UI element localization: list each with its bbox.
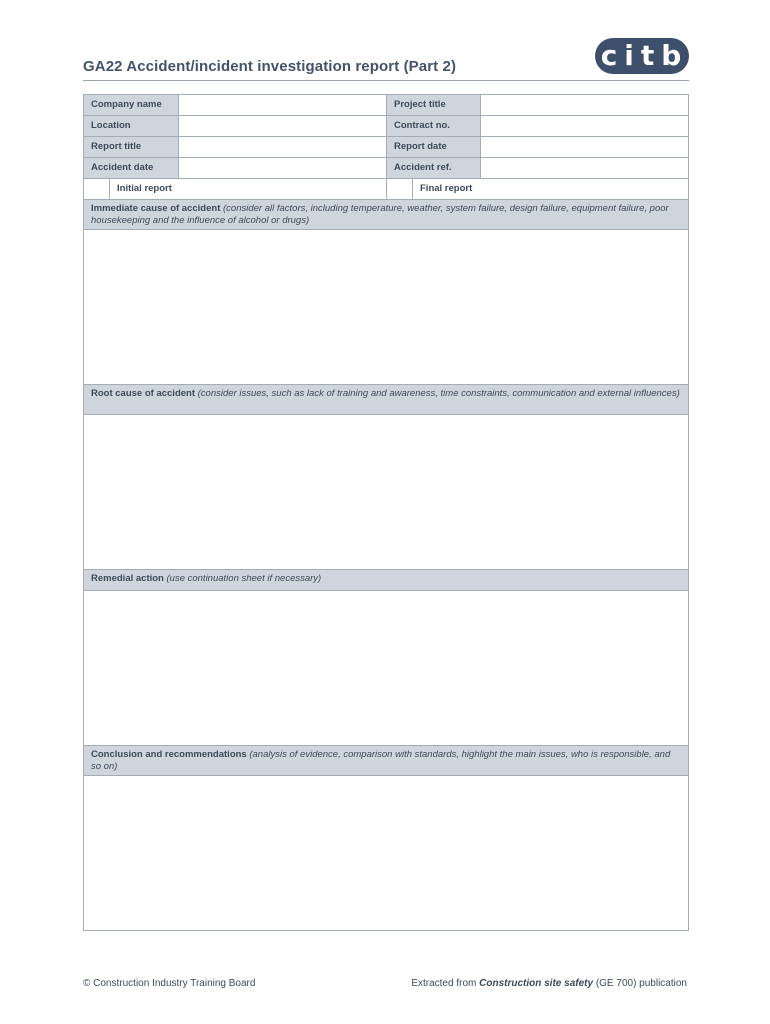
accident-date-field[interactable] [179, 158, 387, 178]
final-report-label: Final report [420, 183, 473, 194]
report-form [83, 94, 689, 931]
footer-publication-name: Construction site safety [479, 978, 594, 989]
remedial-action-hint: (use continuation sheet if necessary) [166, 573, 322, 584]
footer-extracted-suffix: (GE 700) publication [593, 978, 687, 989]
form-row-location [84, 116, 688, 137]
form-row-report-type [84, 179, 688, 200]
citb-logo: citb [595, 38, 689, 74]
root-cause-field[interactable] [84, 415, 688, 569]
footer-copyright: © Construction Industry Training Board [83, 978, 256, 989]
immediate-cause-field[interactable] [84, 230, 688, 384]
contract-no-field[interactable] [481, 116, 688, 136]
footer-extracted-prefix: Extracted from [411, 978, 480, 989]
initial-report-label: Initial report [110, 179, 387, 199]
project-title-field[interactable] [481, 95, 688, 115]
project-title-label: Project title [387, 95, 481, 115]
immediate-cause-hint: (consider all factors, including temperature, weather, system failure, design failure, equipment failure, poor housekeeping and the influence of alcohol or drugs) [91, 203, 669, 226]
report-title-field[interactable] [179, 137, 387, 157]
conclusion-hint: (analysis of evidence, comparison with standards, highlight the main issues, who is responsible, and so on) [91, 749, 671, 772]
title-divider [83, 80, 689, 81]
conclusion-heading: Conclusion and recommendations [91, 749, 247, 760]
immediate-cause-header [84, 199, 688, 230]
remedial-action-header [84, 569, 688, 591]
initial-report-checkbox[interactable] [84, 179, 110, 199]
final-report-checkbox[interactable] [387, 179, 413, 199]
page-title: GA22 Accident/incident investigation report (Part 2) [83, 58, 457, 75]
remedial-action-heading: Remedial action [91, 573, 164, 584]
form-row-report-title [84, 137, 688, 158]
company-name-field[interactable] [179, 95, 387, 115]
conclusion-field[interactable] [84, 776, 688, 930]
report-title-label: Report title [84, 137, 179, 157]
report-date-label: Report date [387, 137, 481, 157]
form-row-accident-date [84, 158, 688, 179]
footer-extracted [411, 978, 687, 989]
location-field[interactable] [179, 116, 387, 136]
root-cause-heading: Root cause of accident [91, 388, 195, 399]
root-cause-header [84, 384, 688, 415]
immediate-cause-heading: Immediate cause of accident [91, 203, 221, 214]
remedial-action-field[interactable] [84, 591, 688, 745]
location-label: Location [84, 116, 179, 136]
report-date-field[interactable] [481, 137, 688, 157]
form-row-company [84, 95, 688, 116]
accident-ref-field[interactable] [481, 158, 688, 178]
company-name-label: Company name [84, 95, 179, 115]
accident-date-label: Accident date [84, 158, 179, 178]
root-cause-hint: (consider issues, such as lack of training and awareness, time constraints, communication and external influences) [197, 388, 680, 399]
accident-ref-label: Accident ref. [387, 158, 481, 178]
conclusion-header [84, 745, 688, 776]
contract-no-label: Contract no. [387, 116, 481, 136]
